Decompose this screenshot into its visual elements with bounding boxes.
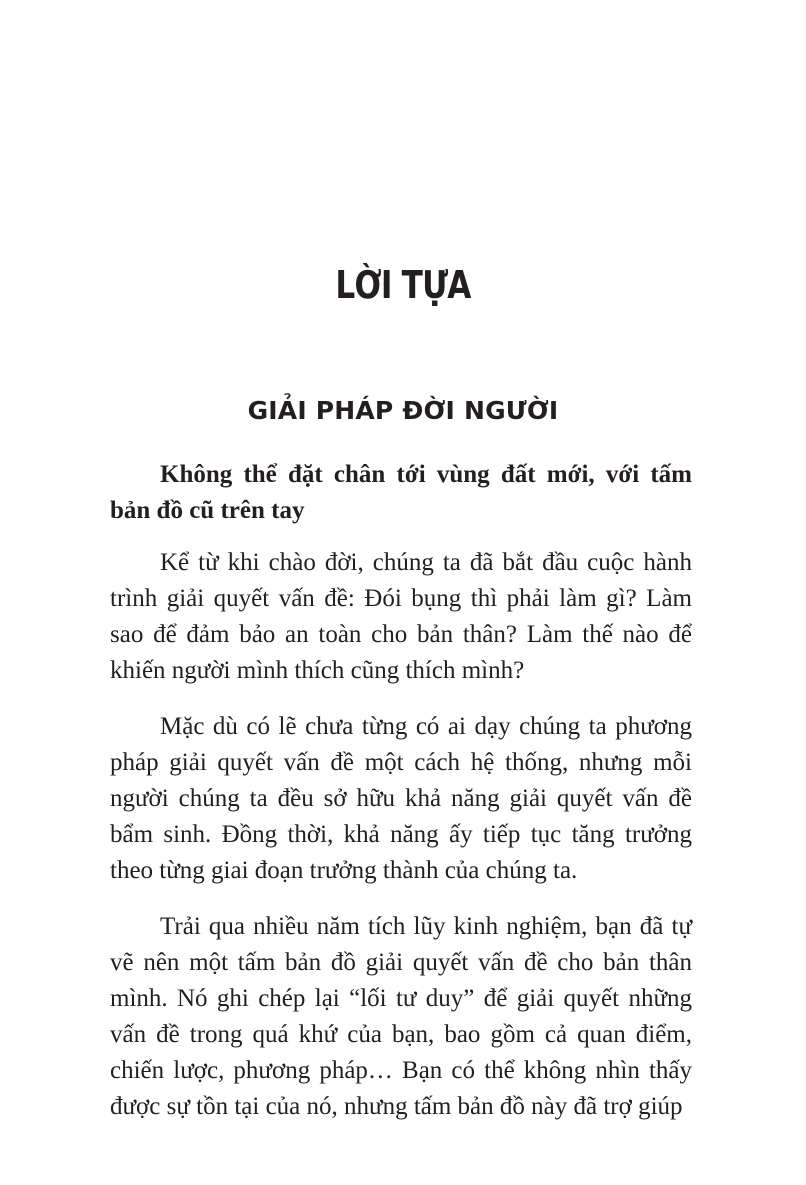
section-title: GIẢI PHÁP ĐỜI NGƯỜI [247, 396, 559, 425]
paragraph-3: Trải qua nhiều năm tích lũy kinh nghiệm, bạn đã tự vẽ nên một tấm bản đồ giải quyết vấn đề cho bản thân mình. Nó ghi chép lại “lối tư duy” để giải quyết những vấn đề trong quá khứ của bạn, bao gồm cả quan điểm, chiến lược, phương pháp… Bạn có thể không nhìn thấy được sự tồn tại của nó, nhưng tấm bản đồ này đã trợ giúp [110, 913, 692, 1120]
body-text [110, 457, 692, 1145]
paragraph-1: Kể từ khi chào đời, chúng ta đã bắt đầu cuộc hành trình giải quyết vấn đề: Đói bụng thì phải làm gì? Làm sao để đảm bảo an toàn cho bản thân? Làm thế nào để khiến người mình thích cũng thích mình? [110, 549, 692, 684]
lead-paragraph: Không thể đặt chân tới vùng đất mới, với tấm bản đồ cũ trên tay [110, 461, 692, 524]
chapter-title: LỜI TỰA [335, 263, 471, 307]
paragraph-2: Mặc dù có lẽ chưa từng có ai dạy chúng ta phương pháp giải quyết vấn đề một cách hệ thống, nhưng mỗi người chúng ta đều sở hữu khả năng giải quyết vấn đề bẩm sinh. Đồng thời, khả năng ấy tiếp tục tăng trưởng theo từng giai đoạn trưởng thành của chúng ta. [110, 713, 692, 884]
